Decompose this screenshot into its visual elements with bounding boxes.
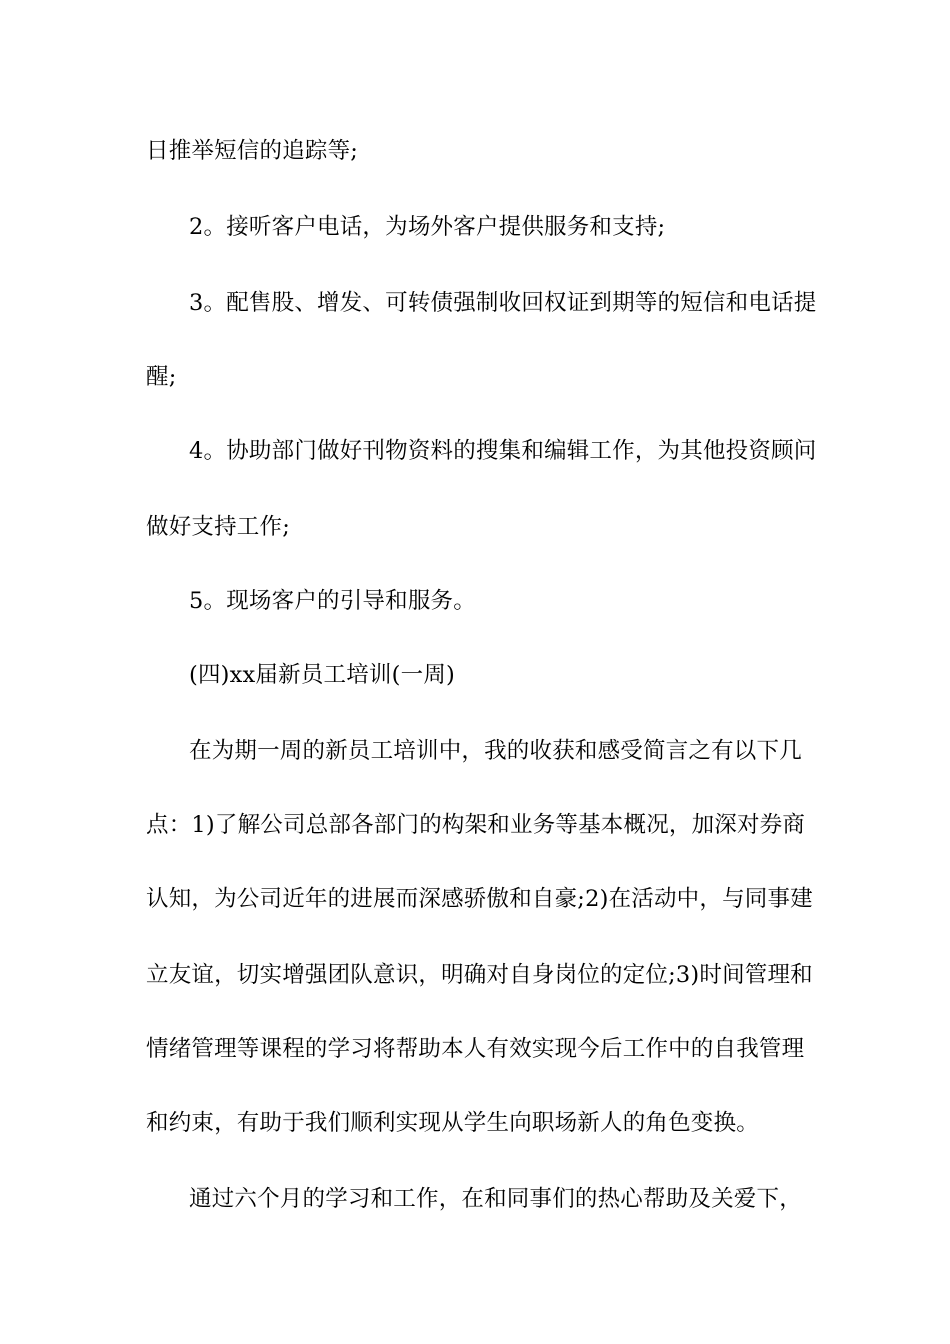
paragraph-line: 在为期一周的新员工培训中，我的收获和感受简言之有以下几 [189,738,802,764]
text-line: 醒; [146,364,177,390]
paragraph-line: 通过六个月的学习和工作，在和同事们的热心帮助及关爱下， [189,1186,802,1212]
paragraph-line: 情绪管理等课程的学习将帮助本人有效实现今后工作中的自我管理 [146,1036,805,1062]
section-heading: (四)xx届新员工培训(一周) [189,662,455,688]
list-item-4: 4。协助部门做好刊物资料的搜集和编辑工作，为其他投资顾问 [189,438,817,464]
paragraph-line: 点：1)了解公司总部各部门的构架和业务等基本概况，加深对券商 [146,812,806,838]
paragraph-line: 和约束，有助于我们顺利实现从学生向职场新人的角色变换。 [146,1110,759,1136]
text-line: 日推举短信的追踪等; [146,138,359,164]
list-item-2: 2。接听客户电话，为场外客户提供服务和支持; [189,214,666,240]
text-line: 做好支持工作; [146,514,290,540]
list-item-3: 3。配售股、增发、可转债强制收回权证到期等的短信和电话提 [189,290,817,316]
paragraph-line: 认知，为公司近年的进展而深感骄傲和自豪;2)在活动中，与同事建 [146,886,813,912]
list-item-5: 5。现场客户的引导和服务。 [189,588,476,614]
paragraph-line: 立友谊，切实增强团队意识，明确对自身岗位的定位;3)时间管理和 [146,962,813,988]
